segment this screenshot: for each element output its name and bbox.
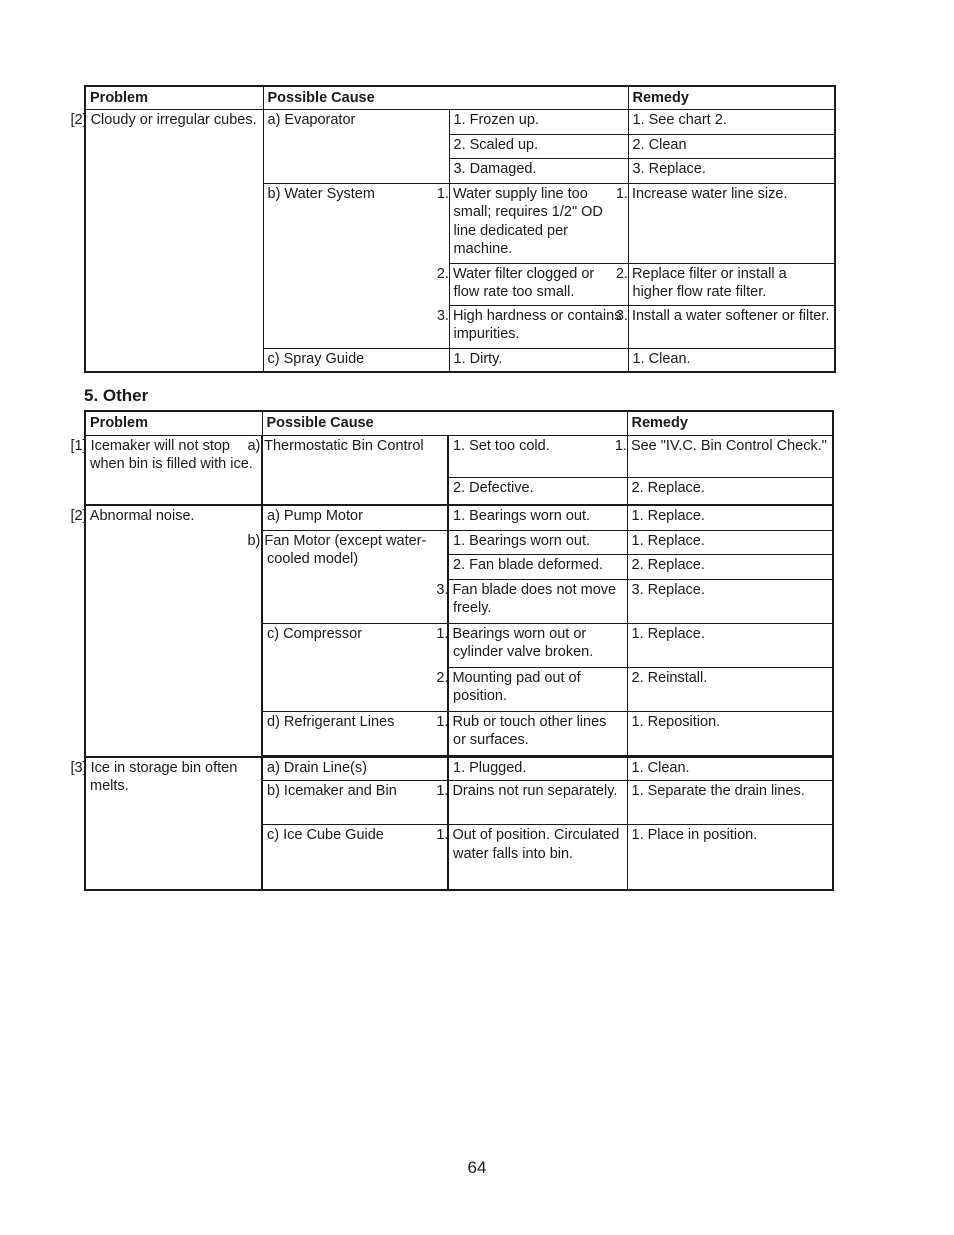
detail-cell: 1. Plugged.: [448, 757, 627, 781]
detail-cell: 3. Damaged.: [449, 158, 628, 183]
table-header-row: [85, 411, 833, 435]
detail-cell: 2. Scaled up.: [449, 134, 628, 158]
remedy-cell: 1. Replace.: [627, 505, 833, 530]
header-problem: Problem: [85, 86, 263, 109]
detail-cell: 2. Water filter clogged or flow rate too small.: [449, 263, 628, 305]
detail-cell: 1. Water supply line too small; requires 1/2" OD line dedicated per machine.: [449, 183, 628, 263]
cause-cell: d) Refrigerant Lines: [262, 711, 448, 755]
table-row: [85, 757, 833, 781]
detail-cell: 2. Mounting pad out of position.: [448, 667, 627, 711]
remedy-cell: 1. Replace.: [627, 623, 833, 667]
header-remedy: Remedy: [628, 86, 835, 109]
remedy-cell: 1. Increase water line size.: [628, 183, 835, 263]
remedy-cell: 2. Reinstall.: [627, 667, 833, 711]
header-possible-cause: Possible Cause: [263, 86, 628, 109]
table-header-row: [85, 86, 835, 109]
detail-cell: 1. Rub or touch other lines or surfaces.: [448, 711, 627, 755]
cause-cell: b) Water System: [263, 183, 449, 348]
table-row: [85, 505, 833, 530]
troubleshooting-table-other: [70, 410, 834, 891]
cause-cell: a) Thermostatic Bin Control: [262, 435, 448, 505]
detail-cell: 3. Fan blade does not move freely.: [448, 579, 627, 623]
table-row: [85, 109, 835, 134]
problem-cell: [3] Ice in storage bin often melts.: [85, 757, 262, 890]
troubleshooting-table-cloudy-cubes: [70, 85, 836, 373]
cause-cell: a) Evaporator: [263, 109, 449, 183]
detail-cell: 2. Fan blade deformed.: [448, 554, 627, 579]
detail-cell: 2. Defective.: [448, 477, 627, 505]
problem-cell: [2] Abnormal noise.: [85, 505, 262, 757]
remedy-cell: 3. Install a water softener or filter.: [628, 305, 835, 348]
problem-cell: [2] Cloudy or irregular cubes.: [85, 109, 263, 372]
page-number: 64: [467, 1158, 487, 1177]
header-remedy: Remedy: [627, 411, 833, 435]
remedy-cell: 2. Replace.: [627, 477, 833, 505]
cause-cell: a) Drain Line(s): [262, 757, 448, 781]
detail-cell: 1. Bearings worn out.: [448, 505, 627, 530]
remedy-cell: 1. Replace.: [627, 530, 833, 554]
cause-cell: b) Fan Motor (except water-cooled model): [262, 530, 448, 623]
remedy-cell: 1. Clean.: [627, 757, 833, 781]
header-problem: Problem: [85, 411, 262, 435]
detail-cell: 1. Dirty.: [449, 348, 628, 372]
detail-cell: 1. Set too cold.: [448, 435, 627, 477]
remedy-cell: 2. Replace filter or install a higher flow rate filter.: [628, 263, 835, 305]
cause-cell: c) Spray Guide: [263, 348, 449, 372]
section-title: 5. Other: [84, 386, 149, 405]
remedy-cell: 3. Replace.: [628, 158, 835, 183]
remedy-cell: 2. Replace.: [627, 554, 833, 579]
remedy-cell: 1. Place in position.: [627, 825, 833, 890]
header-possible-cause: Possible Cause: [262, 411, 627, 435]
remedy-cell: 1. Separate the drain lines.: [627, 781, 833, 825]
remedy-cell: 1. Reposition.: [627, 711, 833, 755]
cause-cell: c) Compressor: [262, 623, 448, 711]
detail-cell: 1. Drains not run separately.: [448, 781, 627, 825]
remedy-cell: 1. Clean.: [628, 348, 835, 372]
cause-cell: b) Icemaker and Bin: [262, 781, 448, 825]
detail-cell: 1. Bearings worn out.: [448, 530, 627, 554]
detail-cell: 1. Frozen up.: [449, 109, 628, 134]
remedy-cell: 1. See "IV.C. Bin Control Check.": [627, 435, 833, 477]
detail-cell: 1. Out of position. Circulated water falls into bin.: [448, 825, 627, 890]
remedy-cell: 3. Replace.: [627, 579, 833, 623]
table-row: [85, 435, 833, 477]
cause-cell: c) Ice Cube Guide: [262, 825, 448, 890]
remedy-cell: 2. Clean: [628, 134, 835, 158]
problem-cell: [1] Icemaker will not stop when bin is filled with ice.: [85, 435, 262, 505]
remedy-cell: 1. See chart 2.: [628, 109, 835, 134]
detail-cell: 1. Bearings worn out or cylinder valve broken.: [448, 623, 627, 667]
detail-cell: 3. High hardness or contains impurities.: [449, 305, 628, 348]
cause-cell: a) Pump Motor: [262, 505, 448, 530]
